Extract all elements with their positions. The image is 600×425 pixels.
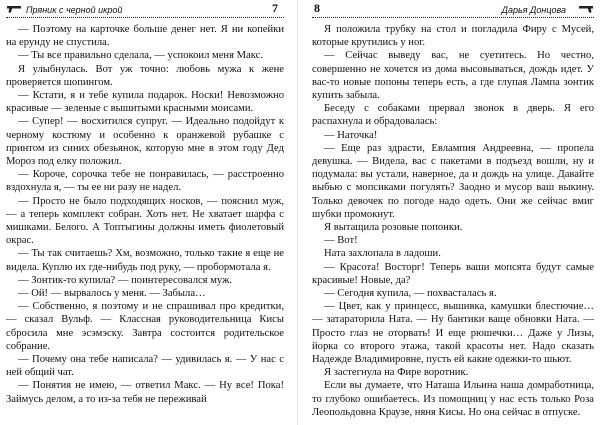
- paragraph: — Кстати, я и тебе купила подарок. Носки! Невозможно красивые — зеленые с вышитыми красными моисами.: [6, 90, 284, 115]
- paragraph: — Ты так считаешь? Хм, возможно, только такие я еще не видела. Куплю их где-нибудь под руку, — пробормотала я.: [6, 248, 284, 273]
- paragraph: — Понятия не имею, — ответил Макс. — Ну все! Пока! Займусь делом, а то из-за тебя не переживай: [6, 380, 284, 405]
- page-gutter: [297, 0, 298, 425]
- paragraph: — Зонтик-то купила? — поинтересовался муж.: [18, 274, 233, 286]
- header-rule: [6, 17, 284, 18]
- running-author: Дарья Донцова: [501, 5, 566, 15]
- left-page: [0, 0, 292, 425]
- page-number-left: 7: [272, 1, 278, 15]
- right-page: [304, 0, 600, 425]
- page-number-right: 8: [314, 1, 320, 15]
- paragraph: Ната захлопала в ладоши.: [324, 248, 441, 260]
- paragraph: — Сегодня купила, — похвасталась я.: [324, 288, 497, 300]
- running-title: Пряник с черной икрой: [26, 5, 123, 15]
- left-running-head: [6, 3, 284, 19]
- paragraph: Если вы думаете, что Наташа Ильина наша домработница, то глубоко ошибаетесь. Из помощниц у нас есть только Роза Леопольдовна Краузе, няня Кисы. Но она сейчас в отпуске.: [312, 380, 594, 418]
- paragraph: Я застегнула на Фире воротник.: [324, 367, 469, 379]
- paragraph: — Просто не было подходящих носков, — пояснил муж, — а теперь комплект собран. Хоть нет. Не хватает шарфа с мишками. Белого. А Топтыгины должны иметь фиолетовый окрас.: [6, 195, 284, 247]
- paragraph: — Еще раз здрасти, Евлампия Андреевна, — пропела девушка. — Видела, вас с пакетами в подъезд вошли, ну и подумала: вы устали, наверное, да и дождь на улице. Давайте выбью с мопсиками погулять? Заодно и мусор ваш выкину. Только девочек по погоде надо одеть. Они же сейчас вмиг шубки промокнут.: [312, 142, 594, 220]
- paragraph: — Почему она тебе написала? — удивилась я. — У нас с ней общий чат.: [6, 354, 284, 379]
- paragraph: — Поэтому на карточке больше денег нет. Я ни копейки на ерунду не спустила.: [6, 24, 284, 49]
- paragraph: — Собственно, я поэтому и не спрашивал про кредитки, — сказал Вульф. — Классная руководительница Кисы сбросила мне эсэмэску. Завтра состоится родительское собрание.: [6, 301, 284, 352]
- paragraph: — Сейчас выведу вас, не суетитесь. Но честно, совершенно не хочется из дома высовываться, дождь идет. У вас-то новые попоны теперь есть, а где глупая Лампа зонтик купить забыла.: [312, 50, 594, 102]
- right-body-text: [312, 23, 594, 419]
- revolver-icon: [6, 4, 22, 13]
- right-running-head: [312, 3, 594, 19]
- paragraph: Беседу с собаками прервал звонок в дверь. Я его распахнула и обрадовалась:: [312, 103, 594, 128]
- header-rule: [312, 17, 594, 18]
- paragraph: — Ты все правильно сделала, — успокоил меня Макс.: [18, 50, 263, 62]
- paragraph: Я вытащила розовые попонки.: [324, 222, 463, 234]
- paragraph: — Супер! — восхитился супруг. — Идеально подойдут к черному костюму и особенно к оранжевой рубашке с принтом из синих обезьянок, которую мне в этом году Дед Мороз под елку положил.: [6, 116, 284, 168]
- paragraph: — Короче, сорочка тебе не понравилась, — расстроенно вздохнула я, — ты ее ни разу не надел.: [6, 169, 284, 194]
- revolver-icon: [578, 4, 594, 13]
- paragraph: — Красота! Восторг! Теперь ваши мопсята будут самые красивые! Новые, да?: [312, 261, 594, 286]
- paragraph: Я положила трубку на стол и погладила Фиру с Мусей, которые крутились у ног.: [312, 24, 594, 49]
- paragraph: — Наточка!: [324, 129, 378, 141]
- paragraph: — Цвет, как у принцесс, вышивка, камушки блестючие… — затараторила Ната. — Ну бантики ваще обновки Ната. — Просто глаз не оторвать! И еще рюшечки… Даже у Лизы, йорка со второго этажа, такой красоты нет. Надо сказать Надежде Владимировне, пусть ей какие одежки-то шьют.: [312, 301, 594, 366]
- paragraph: — Ой! — вырвалось у меня. — Забыла…: [18, 288, 206, 300]
- paragraph: — Вот!: [324, 235, 358, 247]
- paragraph: Я улыбнулась. Вот уж точно: любовь мужа к жене проверяется шопингом.: [6, 63, 284, 88]
- left-body-text: [6, 23, 284, 406]
